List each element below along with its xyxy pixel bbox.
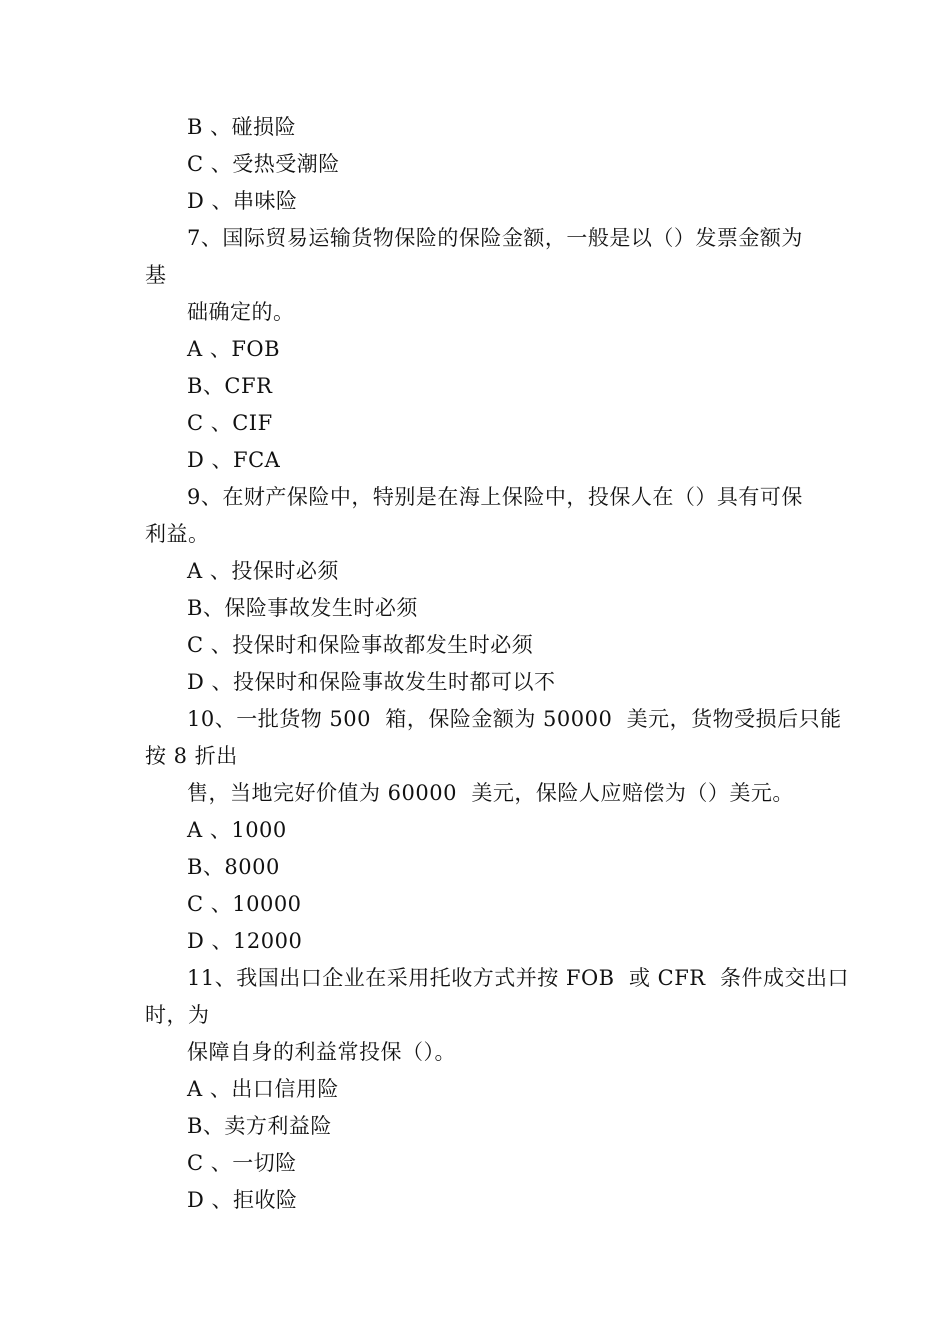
option-line: A 、投保时必须 <box>187 559 339 583</box>
option-line: C 、10000 <box>187 892 302 916</box>
question-line: 11、我国出口企业在采用托收方式并按 FOB 或 CFR 条件成交出口 <box>187 966 849 990</box>
option-line: B、CFR <box>187 374 273 398</box>
question-wrap-line: 利益。 <box>145 522 210 546</box>
question-wrap-line: 按 8 折出 <box>145 744 238 768</box>
option-line: D 、FCA <box>187 448 281 472</box>
option-line: C 、CIF <box>187 411 273 435</box>
option-line: D 、投保时和保险事故发生时都可以不 <box>187 670 556 694</box>
option-line: B、保险事故发生时必须 <box>187 596 418 620</box>
option-line: D 、拒收险 <box>187 1188 298 1212</box>
question-wrap-line: 时，为 <box>145 1003 210 1027</box>
option-line: D 、串味险 <box>187 189 298 213</box>
option-line: B 、碰损险 <box>187 115 297 139</box>
question-line: 7、国际贸易运输货物保险的保险金额，一般是以（）发票金额为 <box>187 226 803 250</box>
question-wrap-line: 基 <box>145 263 167 287</box>
question-continuation-line: 础确定的。 <box>187 300 295 324</box>
option-line: D 、12000 <box>187 929 303 953</box>
option-line: A 、出口信用险 <box>187 1077 339 1101</box>
option-line: C 、受热受潮险 <box>187 152 340 176</box>
option-line: B、卖方利益险 <box>187 1114 332 1138</box>
option-line: C 、投保时和保险事故都发生时必须 <box>187 633 534 657</box>
option-line: A 、FOB <box>187 337 281 361</box>
question-continuation-line: 售，当地完好价值为 60000 美元，保险人应赔偿为（）美元。 <box>187 781 794 805</box>
question-line: 10、一批货物 500 箱，保险金额为 50000 美元，货物受损后只能 <box>187 707 842 731</box>
question-continuation-line: 保障自身的利益常投保（）。 <box>187 1040 456 1064</box>
option-line: C 、一切险 <box>187 1151 297 1175</box>
option-line: A 、1000 <box>187 818 287 842</box>
option-line: B、8000 <box>187 855 280 879</box>
question-line: 9、在财产保险中，特别是在海上保险中，投保人在（）具有可保 <box>187 485 803 509</box>
